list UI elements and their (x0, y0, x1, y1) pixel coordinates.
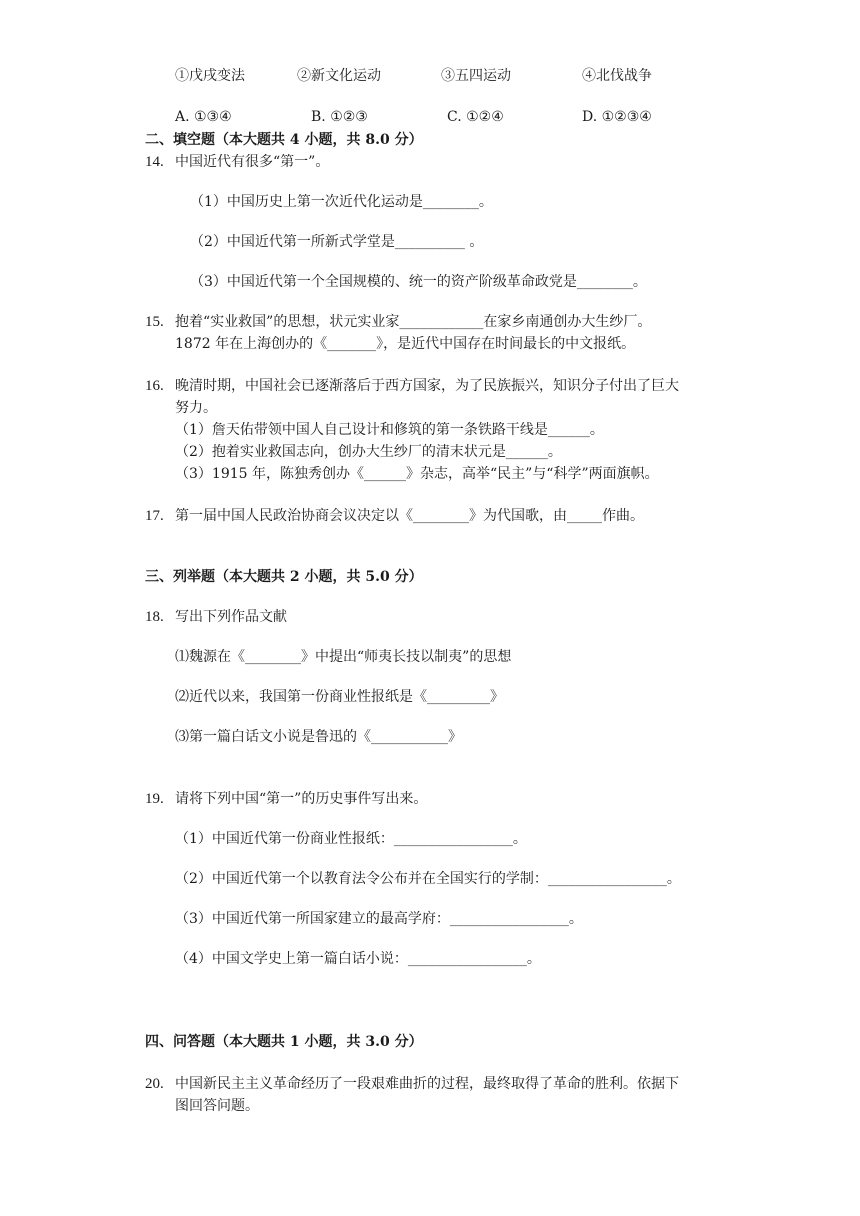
section-2-title: 二、填空题（本大题共 4 小题，共 8.0 分） (145, 132, 423, 148)
q18-sub-1: ⑴魏源在《________》中提出“师夷长技以制夷”的思想 (175, 649, 512, 665)
q16-sub-1: （1）詹天佑带领中国人自己设计和修筑的第一条铁路干线是______。 (175, 422, 604, 438)
q13-item-2: ②新文化运动 (297, 68, 381, 84)
section-3-title: 三、列举题（本大题共 2 小题，共 5.0 分） (145, 569, 423, 585)
q20-line-2: 图回答问题。 (175, 1098, 259, 1114)
q15-line-1: 抱着“实业救国”的思想，状元实业家____________在家乡南通创办大生纱厂。 (175, 314, 652, 330)
q18-stem: 写出下列作品文献 (175, 609, 287, 625)
q13-item-4: ④北伐战争 (582, 68, 652, 84)
q16-sub-3: （3）1915 年，陈独秀创办《______》杂志，高举“民主”与“科学”两面旗帜。 (175, 466, 659, 482)
q19-sub-1: （1）中国近代第一份商业性报纸：_________________。 (175, 831, 527, 847)
q16-line-1: 晚清时期，中国社会已逐渐落后于西方国家，为了民族振兴，知识分子付出了巨大 (175, 378, 679, 394)
q13-option-d: D. ①②③④ (582, 109, 652, 125)
q18-sub-3: ⑶第一篇白话文小说是鲁迅的《___________》 (175, 729, 462, 745)
q16-line-2: 努力。 (175, 400, 217, 416)
q14-number: 14. (145, 154, 164, 170)
q19-sub-4: （4）中国文学史上第一篇白话小说：_________________。 (175, 951, 541, 967)
q13-item-3: ③五四运动 (441, 68, 511, 84)
q14-sub-1: （1）中国历史上第一次近代化运动是________。 (190, 194, 493, 210)
q13-option-a: A. ①③④ (175, 109, 232, 125)
q19-sub-3: （3）中国近代第一所国家建立的最高学府：_________________。 (175, 911, 583, 927)
q13-item-1: ①戊戌变法 (175, 68, 245, 84)
q13-option-b: B. ①②③ (311, 109, 368, 125)
q14-sub-2: （2）中国近代第一所新式学堂是__________ 。 (190, 234, 484, 250)
q19-number: 19. (145, 791, 164, 807)
q15-line-2: 1872 年在上海创办的《_______》，是近代中国存在时间最长的中文报纸。 (175, 336, 636, 352)
q20-line-1: 中国新民主主义革命经历了一段艰难曲折的过程，最终取得了革命的胜利。依据下 (175, 1076, 679, 1092)
q20-number: 20. (145, 1076, 164, 1092)
q16-sub-2: （2）抱着实业救国志向，创办大生纱厂的清末状元是______。 (175, 444, 562, 460)
q18-sub-2: ⑵近代以来，我国第一份商业性报纸是《_________》 (175, 689, 504, 705)
q19-stem: 请将下列中国“第一”的历史事件写出来。 (175, 791, 428, 807)
q16-number: 16. (145, 378, 164, 394)
section-4-title: 四、问答题（本大题共 1 小题，共 3.0 分） (145, 1034, 423, 1050)
q17-number: 17. (145, 508, 164, 524)
q14-sub-3: （3）中国近代第一个全国规模的、统一的资产阶级革命政党是________。 (190, 274, 647, 290)
q17-text: 第一届中国人民政治协商会议决定以《________》为代国歌，由_____作曲。 (175, 508, 644, 524)
q15-number: 15. (145, 314, 164, 330)
q13-option-c: C. ①②④ (447, 109, 504, 125)
q19-sub-2: （2）中国近代第一个以教育法令公布并在全国实行的学制：_________________。 (175, 871, 681, 887)
q18-number: 18. (145, 609, 164, 625)
q14-stem: 中国近代有很多“第一”。 (175, 154, 330, 170)
